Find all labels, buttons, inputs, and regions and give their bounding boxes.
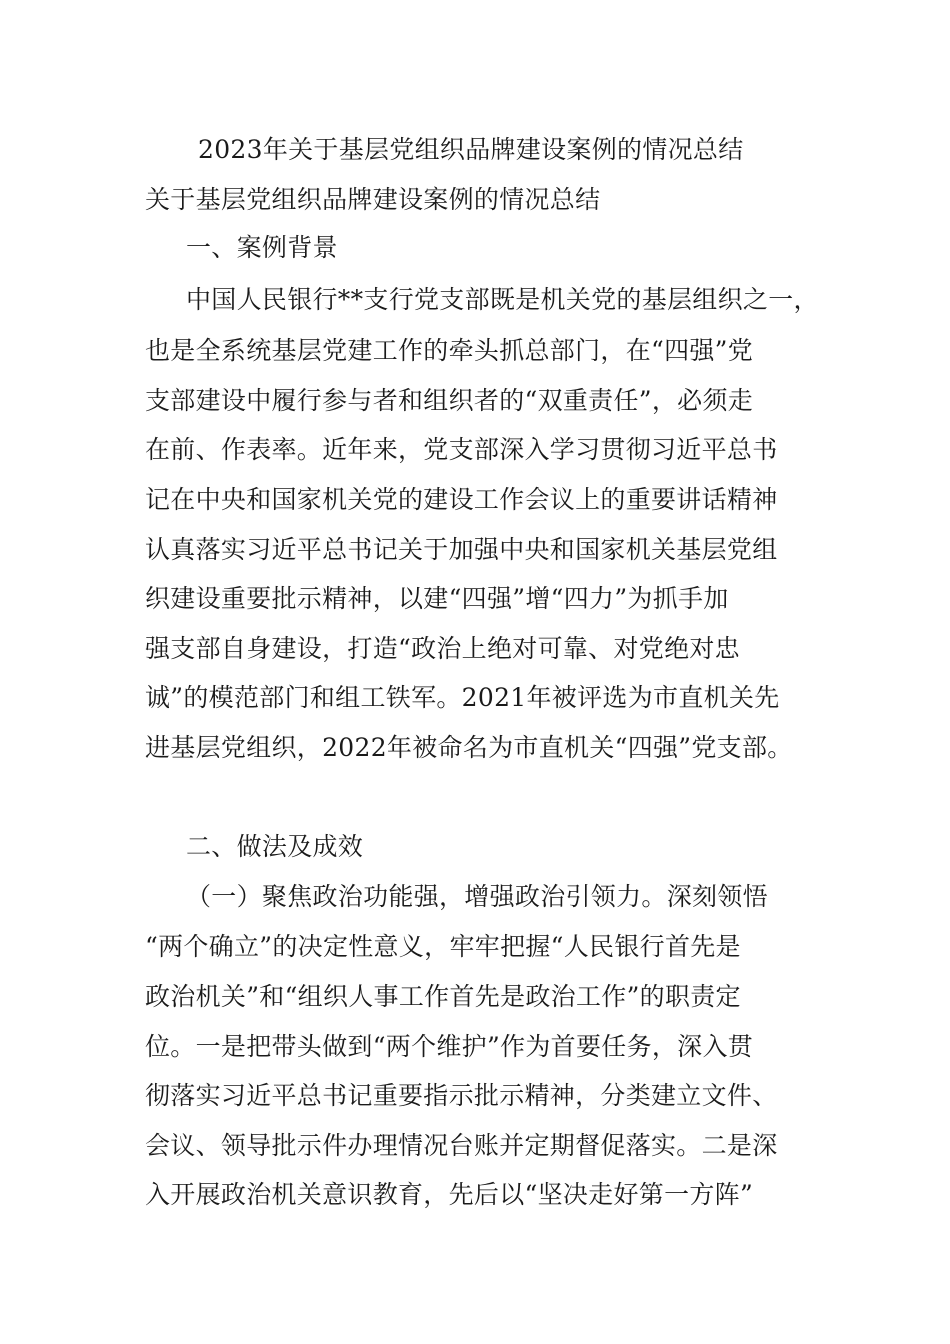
paragraph-line: “两个确立”的决定性意义，牢牢把握“人民银行首先是 <box>145 932 741 961</box>
paragraph-line: 也是全系统基层党建工作的牵头抓总部门，在“四强”党 <box>145 336 754 365</box>
document-title: 2023年关于基层党组织品牌建设案例的情况总结 <box>198 135 744 164</box>
paragraph-line: 会议、领导批示件办理情况台账并定期督促落实。二是深 <box>145 1131 778 1160</box>
section-2-heading: 二、做法及成效 <box>186 832 364 861</box>
paragraph-line: 位。一是把带头做到“两个维护”作为首要任务，深入贯 <box>145 1032 754 1061</box>
paragraph-line: 政治机关”和“组织人事工作首先是政治工作”的职责定 <box>145 982 741 1011</box>
paragraph-line: 进基层党组织，2022年被命名为市直机关“四强”党支部。 <box>145 733 793 762</box>
section-1-heading: 一、案例背景 <box>186 233 338 262</box>
paragraph-line: （一）聚焦政治功能强，增强政治引领力。深刻领悟 <box>186 882 768 911</box>
paragraph-line: 中国人民银行**支行党支部既是机关党的基层组织之一， <box>186 285 819 314</box>
paragraph-line: 入开展政治机关意识教育，先后以“坚决走好第一方阵” <box>145 1180 754 1209</box>
paragraph-line: 认真落实习近平总书记关于加强中央和国家机关基层党组 <box>145 535 778 564</box>
document-subtitle: 关于基层党组织品牌建设案例的情况总结 <box>145 185 601 214</box>
paragraph-line: 彻落实习近平总书记重要指示批示精神，分类建立文件、 <box>145 1081 778 1110</box>
paragraph-line: 记在中央和国家机关党的建设工作会议上的重要讲话精神 <box>145 485 778 514</box>
paragraph-line: 在前、作表率。近年来，党支部深入学习贯彻习近平总书 <box>145 435 778 464</box>
paragraph-line: 强支部自身建设，打造“政治上绝对可靠、对党绝对忠 <box>145 634 740 663</box>
paragraph-line: 支部建设中履行参与者和组织者的“双重责任”，必须走 <box>145 386 754 415</box>
paragraph-line: 诚”的模范部门和组工铁军。2021年被评选为市直机关先 <box>145 683 780 712</box>
paragraph-line: 织建设重要批示精神，以建“四强”增“四力”为抓手加 <box>145 584 729 613</box>
